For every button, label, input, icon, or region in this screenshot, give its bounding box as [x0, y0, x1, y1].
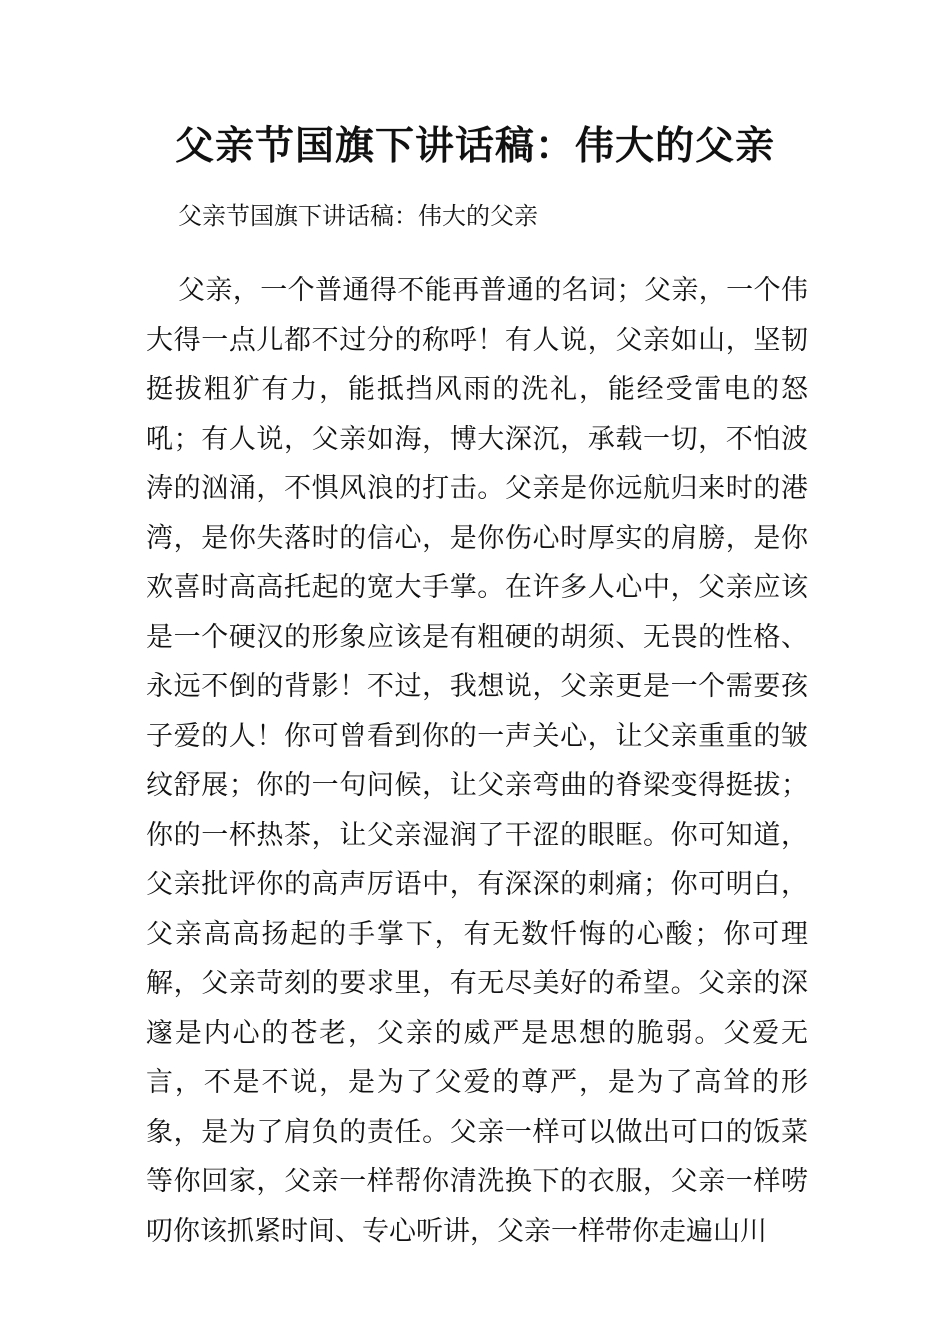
body-paragraph: 父亲，一个普通得不能再普通的名词；父亲，一个伟大得一点儿都不过分的称呼！有人说，父亲如山，坚韧挺拔粗犷有力，能抵挡风雨的洗礼，能经受雷电的怒吼；有人说，父亲如海，博大深沉，承载一切，不怕波涛的汹涌，不惧风浪的打击。父亲是你远航归来时的港湾，是你失落时的信心，是你伤心时厚实的肩膀，是你欢喜时高高托起的宽大手掌。在许多人心中，父亲应该是一个硬汉的形象应该是有粗硬的胡须、无畏的性格、永远不倒的背影！不过，我想说，父亲更是一个需要孩子爱的人！你可曾看到你的一声关心，让父亲重重的皱纹舒展；你的一句问候，让父亲弯曲的脊梁变得挺拔；你的一杯热茶，让父亲湿润了干涩的眼眶。你可知道，父亲批评你的高声厉语中，有深深的刺痛；你可明白，父亲高高扬起的手掌下，有无数忏悔的心酸；你可理解，父亲苛刻的要求里，有无尽美好的希望。父亲的深邃是内心的苍老，父亲的威严是思想的脆弱。父爱无言，不是不说，是为了父爱的尊严，是为了高耸的形象，是为了肩负的责任。父亲一样可以做出可口的饭菜等你回家，父亲一样帮你清洗换下的衣服，父亲一样唠叨你该抓紧时间、专心听讲，父亲一样带你走遍山川 [146, 275, 808, 1247]
document-title: 父亲节国旗下讲话稿：伟大的父亲 [174, 123, 775, 169]
document-subtitle: 父亲节国旗下讲话稿：伟大的父亲 [178, 202, 538, 230]
